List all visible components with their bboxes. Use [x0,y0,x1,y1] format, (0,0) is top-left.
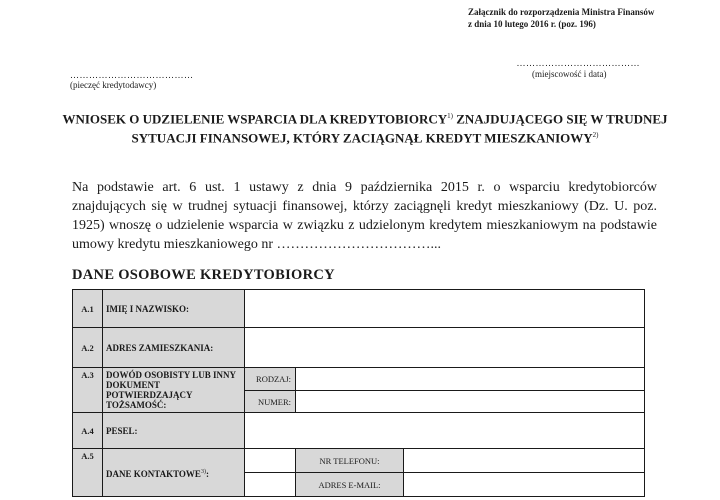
lender-stamp-line: ………………………………… [70,70,194,80]
id-number-field[interactable] [296,391,645,413]
document-title [60,108,670,147]
table-row [73,290,645,328]
row-number: A.4 [73,413,103,449]
section-title: DANE OSOBOWE KREDYTOBIORCY [72,267,335,283]
intro-paragraph: Na podstawie art. 6 ust. 1 ustawy z dnia 9 października 2015 r. o wsparciu kredytobiorców znajdujących się w trudnej sytuacji finansowej, którzy zaciągnęli kredyt mieszkaniowy (Dz. U. poz. 1925) wnoszę o udzielenie wsparcia w związku z udzielonym kredytem mieszkaniowym na podstawie umowy kredytu mieszkaniowego nr ……………………………... [72,180,657,252]
table-row [73,368,645,391]
id-document-label: DOWÓD OSOBISTY LUB INNY DOKUMENT POTWIERDZAJĄCY TOŻSAMOŚĆ: [103,368,245,413]
title-part-1: WNIOSEK O UDZIELENIE WSPARCIA DLA KREDYTOBIORCY [62,111,448,127]
contact-data-label [103,449,245,497]
pesel-label: PESEL: [103,413,245,449]
email-label: ADRES E-MAIL: [296,473,404,497]
annex-note [468,6,708,30]
title-part-2: ZNAJDUJĄCEGO SIĘ W TRUDNEJ SYTUACJI FINANSOWEJ, KTÓRY ZACIĄGNĄŁ KREDYT MIESZKANIOWY [131,111,668,146]
email-field[interactable] [404,473,645,497]
contact-data-label-text: DANE KONTAKTOWE [106,468,201,479]
table-row [73,449,645,473]
row-number: A.3 [73,368,103,413]
contact-data-label-colon: : [205,468,209,479]
phone-label: NR TELEFONU: [296,449,404,473]
place-date-caption: (miejscowość i data) [532,69,607,79]
footnote-1: 1) [447,112,453,120]
table-row [73,328,645,368]
annex-line-2: z dnia 10 lutego 2016 r. (poz. 196) [468,19,596,29]
pesel-field[interactable] [245,413,645,449]
lender-stamp-caption: (pieczęć kredytodawcy) [70,80,157,90]
table-row [73,413,645,449]
contact-spacer [245,473,296,497]
place-date-line: ………………………………… [516,58,640,68]
address-label: ADRES ZAMIESZKANIA: [103,328,245,368]
row-number: A.5 [73,449,103,497]
footnote-2: 2) [592,131,599,140]
row-number: A.1 [73,290,103,328]
id-type-field[interactable] [296,368,645,391]
footnote-3: 3) [200,468,206,475]
full-name-label: IMIĘ I NAZWISKO: [103,290,245,328]
borrower-data-table [72,289,645,497]
contact-spacer [245,449,296,473]
id-type-label: RODZAJ: [245,368,296,391]
address-field[interactable] [245,328,645,368]
id-number-label: NUMER: [245,391,296,413]
phone-field[interactable] [404,449,645,473]
full-name-field[interactable] [245,290,645,328]
row-number: A.2 [73,328,103,368]
annex-line-1: Załącznik do rozporządzenia Ministra Finansów [468,7,655,17]
